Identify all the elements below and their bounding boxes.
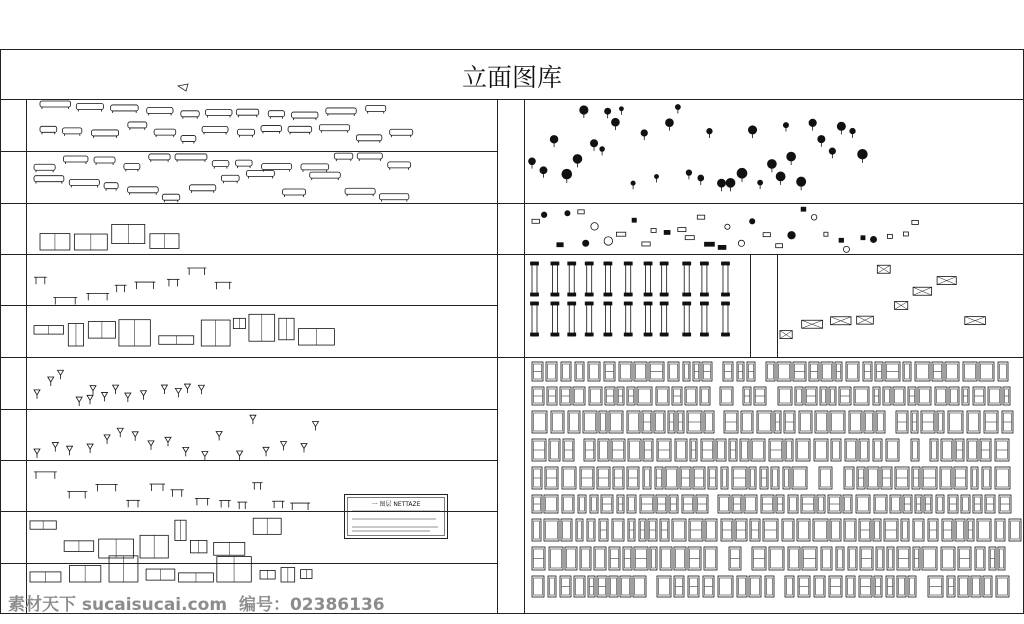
watermark-id: 编号：02386136 xyxy=(238,595,385,615)
watermark xyxy=(8,590,391,615)
cad-block-clusters xyxy=(30,101,1021,597)
sheet-grid xyxy=(0,50,1024,615)
legend-box xyxy=(345,495,448,539)
watermark-site: 素材天下 sucaisucai.com xyxy=(8,595,228,615)
page-title: 立面图库 xyxy=(461,63,562,92)
legend-heading: 一 图层 NETTAZE xyxy=(371,501,421,508)
